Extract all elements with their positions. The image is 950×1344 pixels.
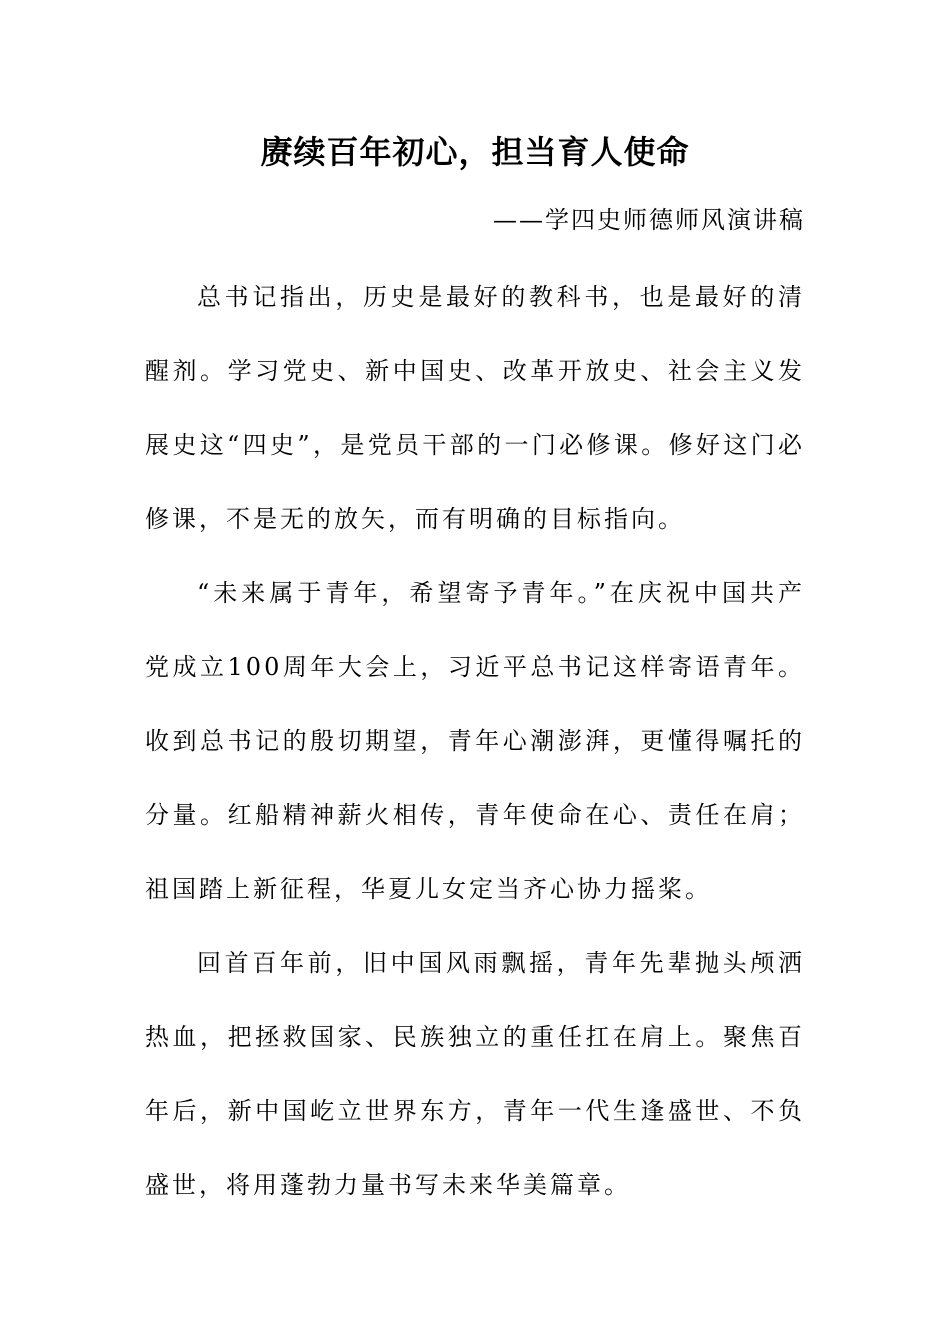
document-title: 赓续百年初心，担当育人使命 [260,133,690,171]
document-body [145,260,805,1222]
paragraph-1: 总书记指出，历史是最好的教科书，也是最好的清醒剂。学习党史、新中国史、改革开放史、社会主义发展史这“四史”，是党员干部的一门必修课。修好这门必修课，不是无的放矢，而有明确的目标指向。 [145,283,805,533]
paragraph-2: “未来属于青年，希望寄予青年。”在庆祝中国共产党成立100周年大会上，习近平总书记这样寄语青年。收到总书记的殷切期望，青年心潮澎湃，更懂得嘱托的分量。红船精神薪火相传，青年使命在心、责任在肩；祖国踏上新征程，华夏儿女定当齐心协力摇桨。 [145,579,805,903]
document-subtitle: ——学四史师德师风演讲稿 [493,206,805,234]
paragraph-3: 回首百年前，旧中国风雨飘摇，青年先辈抛头颅洒热血，把拯救国家、民族独立的重任扛在肩上。聚焦百年后，新中国屹立世界东方，青年一代生逢盛世、不负盛世，将用蓬勃力量书写未来华美篇章。 [145,949,805,1199]
